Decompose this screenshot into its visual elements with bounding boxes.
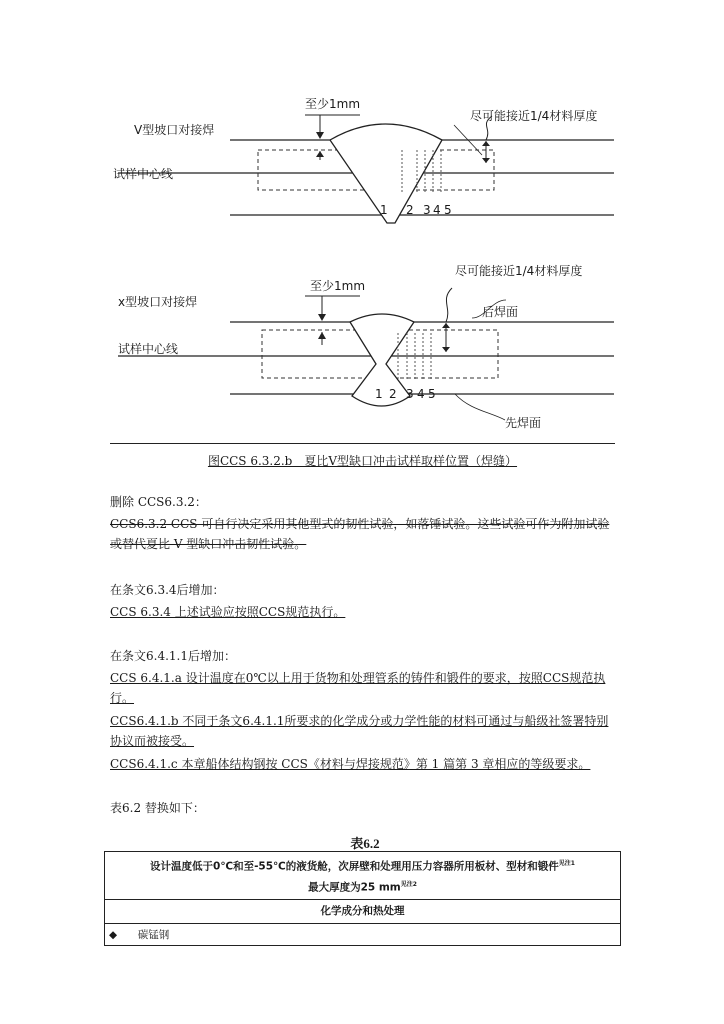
label-min-1mm: 至少1mm: [305, 97, 361, 111]
add1-heading: 在条文6.3.4后增加：: [110, 583, 225, 597]
x-groove-diagram: [118, 263, 614, 430]
label-back-weld: 后焊面: [482, 305, 519, 319]
table-6-2: [104, 851, 621, 946]
label-first-weld: 先焊面: [505, 416, 542, 430]
material-cell: [105, 924, 621, 946]
header-line1: 设计温度低于0℃和至-55℃的液货舱，次屏壁和处理用压力容器所用板材、型材和锻件: [150, 860, 559, 873]
pos-3: 3: [423, 203, 431, 217]
pos-2-b: 2: [389, 387, 397, 401]
pos-5: 5: [444, 203, 452, 217]
bullet-icon: ◆: [109, 929, 118, 941]
added-clause-641b: CCS6.4.1.b 不同于条文6.4.1.1所要求的化学成分或力学性能的材料可通过与船级社签署特别协议而被接受。: [110, 714, 609, 748]
added-clause-641a: CCS 6.4.1.a 设计温度在0℃以上用于货物和处理管系的铸件和锻件的要求，按照CCS规范执行。: [110, 671, 606, 705]
pos-2: 2: [406, 203, 414, 217]
table-header-cell: [105, 852, 621, 900]
pos-1-b: 1: [375, 387, 383, 401]
header-line2: 最大厚度为25 mm: [308, 881, 401, 893]
weld-specimen-figure: [0, 0, 724, 450]
note2-ref: 见注2: [400, 880, 417, 888]
note1-ref: 见注1: [558, 860, 575, 867]
material-label: 碳锰钢: [137, 929, 170, 941]
added-clause-634: CCS 6.3.4 上述试验应按照CCS规范执行。: [110, 605, 346, 619]
label-x-groove: x型坡口对接焊: [118, 295, 198, 309]
add2-heading: 在条文6.4.1.1后增加：: [110, 649, 236, 663]
table-header-row: [105, 852, 621, 900]
v-groove-diagram: [113, 96, 614, 223]
table-title: 表6.2: [350, 836, 380, 851]
table-row: [105, 900, 621, 924]
delete-heading: 删除 CCS6.3.2：: [110, 495, 207, 509]
chem-heat-cell: 化学成分和热处理: [105, 900, 621, 924]
label-center-line: 试样中心线: [113, 167, 174, 181]
figure-caption: 图CCS 6.3.2.b 夏比V型缺口冲击试样取样位置（焊缝）: [110, 443, 615, 469]
replace-heading: 表6.2 替换如下：: [110, 801, 205, 815]
table-row: [105, 924, 621, 946]
label-quarter-thickness-b: 尽可能接近1/4材料厚度: [455, 264, 583, 278]
deleted-clause: CCS6.3.2 CCS 可自行决定采用其他型式的韧性试验，如落锤试验。这些试验可作为附加试验或替代夏比 V 型缺口冲击韧性试验。: [110, 517, 610, 551]
label-v-groove: V型坡口对接焊: [134, 123, 215, 137]
label-center-line-b: 试样中心线: [118, 342, 179, 356]
label-quarter-thickness: 尽可能接近1/4材料厚度: [470, 109, 598, 123]
pos-4-b: 4: [417, 387, 425, 401]
pos-1: 1: [380, 203, 388, 217]
label-min-1mm-b: 至少1mm: [310, 279, 366, 293]
pos-5-b: 5: [428, 387, 436, 401]
pos-4: 4: [433, 203, 441, 217]
pos-3-b: 3: [406, 387, 414, 401]
added-clause-641c: CCS6.4.1.c 本章船体结构钢按 CCS《材料与焊接规范》第 1 篇第 3 章相应的等级要求。: [110, 757, 591, 771]
